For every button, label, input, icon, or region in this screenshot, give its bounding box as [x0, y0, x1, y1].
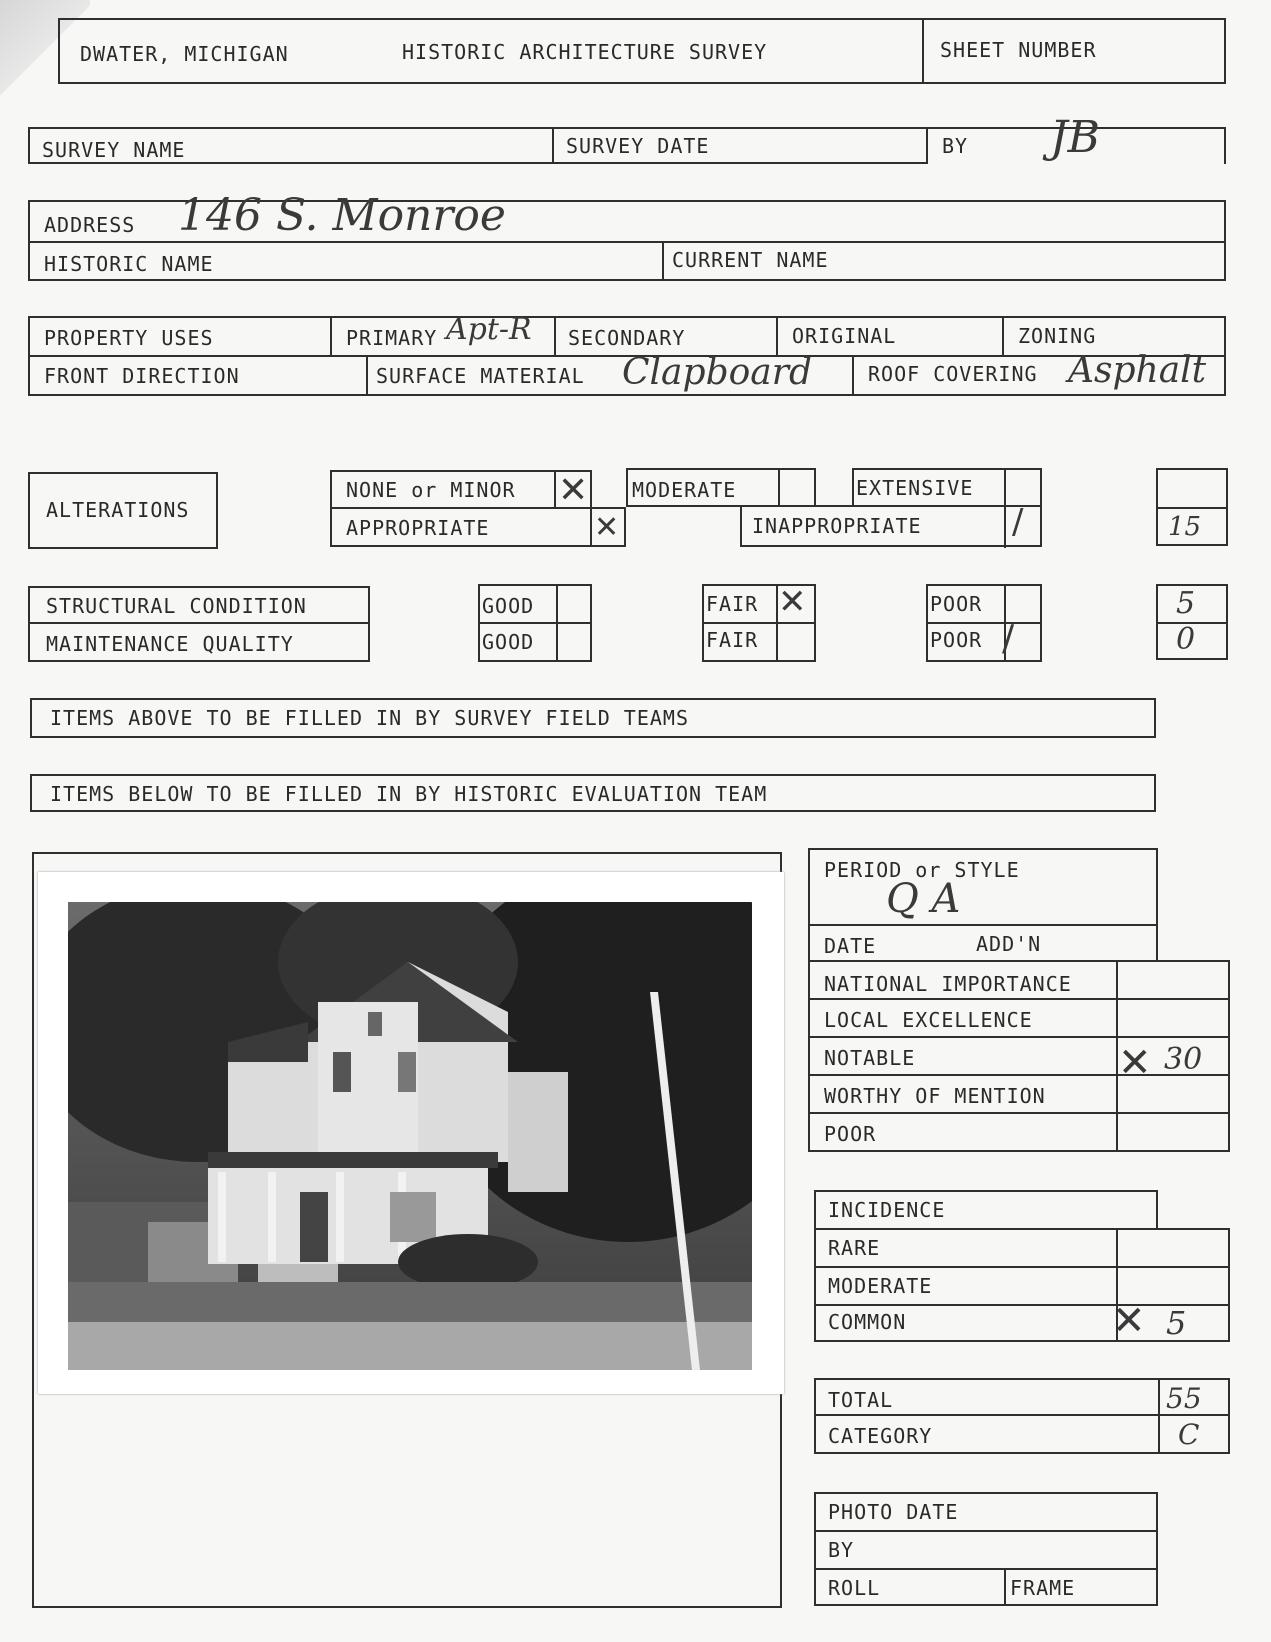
common-label: COMMON — [828, 1310, 907, 1334]
alterations-label: ALTERATIONS — [46, 498, 190, 522]
roof-covering-value: Asphalt — [1068, 350, 1207, 391]
maintenance-quality-label: MAINTENANCE QUALITY — [46, 632, 294, 656]
evaluation-poor-label: POOR — [824, 1122, 877, 1146]
category-label: CATEGORY — [828, 1424, 933, 1448]
photo-by-label: BY — [828, 1538, 855, 1562]
none-minor-checkmark: ✕ — [558, 470, 589, 511]
structural-condition-label: STRUCTURAL CONDITION — [46, 594, 307, 618]
address-value: 146 S. Monroe — [178, 190, 506, 241]
extensive-label: EXTENSIVE — [856, 476, 974, 500]
structural-poor-label: POOR — [930, 592, 983, 616]
notable-label: NOTABLE — [824, 1046, 916, 1070]
frame-label: FRAME — [1010, 1576, 1076, 1600]
form-title: HISTORIC ARCHITECTURE SURVEY — [402, 40, 768, 64]
common-checkmark: ✕ — [1112, 1298, 1146, 1344]
zoning-label: ZONING — [1018, 324, 1097, 348]
addn-label: ADD'N — [976, 932, 1042, 956]
roof-covering-label: ROOF COVERING — [868, 362, 1038, 386]
surface-material-value: Clapboard — [622, 352, 813, 393]
notable-score: 30 — [1164, 1042, 1203, 1077]
worthy-of-mention-label: WORTHY OF MENTION — [824, 1084, 1046, 1108]
address-label: ADDRESS — [44, 213, 136, 237]
maintenance-fair-label: FAIR — [706, 628, 759, 652]
category-value: C — [1178, 1418, 1200, 1451]
none-minor-label: NONE or MINOR — [346, 478, 516, 502]
survey-date-label: SURVEY DATE — [566, 134, 710, 158]
moderate-label: MODERATE — [632, 478, 737, 502]
primary-label: PRIMARY — [346, 326, 438, 350]
inappropriate-checkmark: / — [1012, 502, 1024, 542]
total-label: TOTAL — [828, 1388, 894, 1412]
secondary-label: SECONDARY — [568, 326, 686, 350]
maintenance-score: 0 — [1176, 622, 1196, 657]
field-teams-note: ITEMS ABOVE TO BE FILLED IN BY SURVEY FIELD TEAMS — [50, 706, 690, 730]
notable-checkmark: ✕ — [1118, 1040, 1152, 1086]
period-style-value: Q A — [886, 876, 961, 922]
structural-fair-checkmark: ✕ — [778, 582, 807, 622]
structural-fair-label: FAIR — [706, 592, 759, 616]
by-label: BY — [942, 134, 969, 158]
total-value: 55 — [1166, 1382, 1202, 1415]
structural-good-label: GOOD — [482, 594, 535, 618]
period-style-label: PERIOD or STYLE — [824, 858, 1020, 882]
surveyor-initials: JB — [1050, 112, 1100, 163]
maintenance-poor-checkmark: / — [1002, 618, 1015, 659]
local-excellence-label: LOCAL EXCELLENCE — [824, 1008, 1033, 1032]
structural-score: 5 — [1176, 586, 1196, 621]
rare-label: RARE — [828, 1236, 881, 1260]
survey-name-label: SURVEY NAME — [42, 138, 186, 162]
maintenance-good-label: GOOD — [482, 630, 535, 654]
primary-value: Apt-R — [446, 312, 532, 347]
alterations-score: 15 — [1168, 512, 1202, 542]
city-label: DWATER, MICHIGAN — [80, 42, 289, 66]
appropriate-checkmark: ✕ — [594, 510, 620, 545]
incidence-label: INCIDENCE — [828, 1198, 946, 1222]
photo-date-label: PHOTO DATE — [828, 1500, 959, 1524]
incidence-moderate-label: MODERATE — [828, 1274, 933, 1298]
inappropriate-label: INAPPROPRIATE — [752, 514, 922, 538]
original-label: ORIGINAL — [792, 324, 897, 348]
national-importance-label: NATIONAL IMPORTANCE — [824, 972, 1072, 996]
house-photo — [68, 902, 752, 1370]
sheet-number-label: SHEET NUMBER — [940, 38, 1097, 62]
historic-name-label: HISTORIC NAME — [44, 252, 214, 276]
property-uses-label: PROPERTY USES — [44, 326, 214, 350]
appropriate-label: APPROPRIATE — [346, 516, 490, 540]
front-direction-label: FRONT DIRECTION — [44, 364, 240, 388]
date-label: DATE — [824, 934, 877, 958]
evaluation-team-note: ITEMS BELOW TO BE FILLED IN BY HISTORIC EVALUATION TEAM — [50, 782, 768, 806]
roll-label: ROLL — [828, 1576, 881, 1600]
common-score: 5 — [1166, 1304, 1187, 1342]
surface-material-label: SURFACE MATERIAL — [376, 364, 585, 388]
maintenance-poor-label: POOR — [930, 628, 983, 652]
current-name-label: CURRENT NAME — [672, 248, 829, 272]
